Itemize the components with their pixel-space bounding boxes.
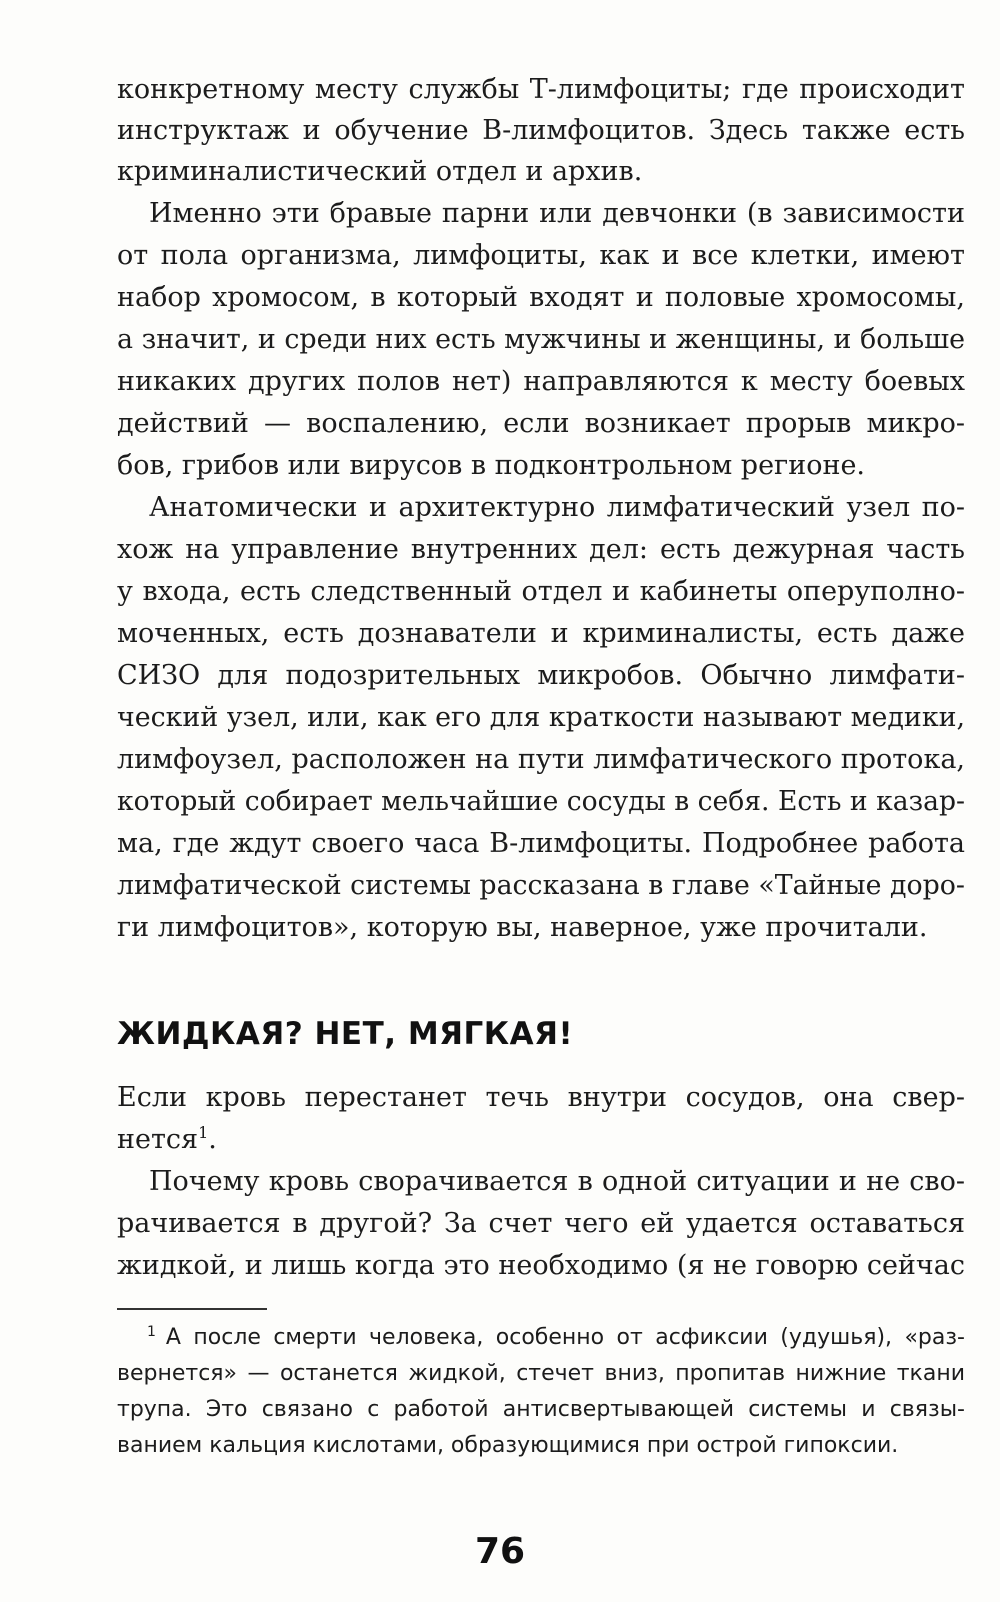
text-line: лимфоузел, расположен на пути лимфатического протока, bbox=[117, 744, 965, 775]
text-line: Если кровь перестанет течь внутри сосудов, она свер- bbox=[117, 1082, 965, 1113]
text-line bbox=[117, 1119, 965, 1161]
footnote-reference[interactable]: 1 bbox=[198, 1123, 209, 1142]
footnote-line bbox=[117, 1320, 965, 1356]
text-line: ги лимфоцитов», которую вы, наверное, уже прочитали. bbox=[117, 912, 928, 943]
text-line: а значит, и среди них есть мужчины и женщины, и больше bbox=[117, 324, 966, 355]
text-line: хож на управление внутренних дел: есть дежурная часть bbox=[117, 534, 965, 565]
text-fragment: А после смерти человека, особенно от асфиксии (удушья), «раз- bbox=[165, 1325, 965, 1350]
footnote-line: трупа. Это связано с работой антисвертывающей системы и связы- bbox=[117, 1397, 965, 1422]
text-line: рачивается в другой? За счет чего ей удается оставаться bbox=[117, 1208, 965, 1239]
text-line: который собирает мельчайшие сосуды в себя. Есть и казар- bbox=[117, 786, 965, 817]
text-line: Именно эти бравые парни или девчонки (в зависимости bbox=[149, 198, 965, 229]
page-number: 76 bbox=[474, 1531, 526, 1572]
text-fragment: . bbox=[208, 1124, 217, 1155]
text-line: у входа, есть следственный отдел и кабинеты оперуполно- bbox=[117, 576, 965, 607]
section-heading: ЖИДКАЯ? НЕТ, МЯГКАЯ! bbox=[117, 1016, 574, 1052]
text-line: ма, где ждут своего часа В-лимфоциты. Подробнее работа bbox=[117, 828, 965, 859]
footnote-divider bbox=[117, 1308, 267, 1310]
text-line: никаких других полов нет) направляются к месту боевых bbox=[117, 366, 965, 397]
text-line: Почему кровь сворачивается в одной ситуации и не сво- bbox=[149, 1166, 965, 1197]
text-line: жидкой, и лишь когда это необходимо (я не говорю сейчас bbox=[117, 1250, 965, 1281]
text-line: СИЗО для подозрительных микробов. Обычно лимфати- bbox=[117, 660, 965, 691]
footnote-line: ванием кальция кислотами, образующимися при острой гипоксии. bbox=[117, 1433, 899, 1458]
footnote-line: вернется» — останется жидкой, стечет вниз, пропитав нижние ткани bbox=[117, 1361, 965, 1386]
text-line: конкретному месту службы Т-лимфоциты; где происходит bbox=[117, 74, 965, 105]
footnote-mark: 1 bbox=[147, 1323, 156, 1340]
text-line: криминалистический отдел и архив. bbox=[117, 156, 643, 187]
text-line: набор хромосом, в который входят и половые хромосомы, bbox=[117, 282, 965, 313]
text-line: лимфатической системы рассказана в главе «Тайные доро- bbox=[117, 870, 965, 901]
text-line: моченных, есть дознаватели и криминалисты, есть даже bbox=[117, 618, 965, 649]
text-line: действий — воспалению, если возникает прорыв микро- bbox=[117, 408, 965, 439]
text-line: ческий узел, или, как его для краткости называют медики, bbox=[117, 702, 966, 733]
text-fragment: нется bbox=[117, 1124, 199, 1155]
text-line: Анатомически и архитектурно лимфатический узел по- bbox=[149, 492, 965, 523]
text-line: бов, грибов или вирусов в подконтрольном регионе. bbox=[117, 450, 866, 481]
text-line: от пола организма, лимфоциты, как и все клетки, имеют bbox=[117, 240, 965, 271]
text-line: инструктаж и обучение В-лимфоцитов. Здесь также есть bbox=[117, 115, 965, 146]
